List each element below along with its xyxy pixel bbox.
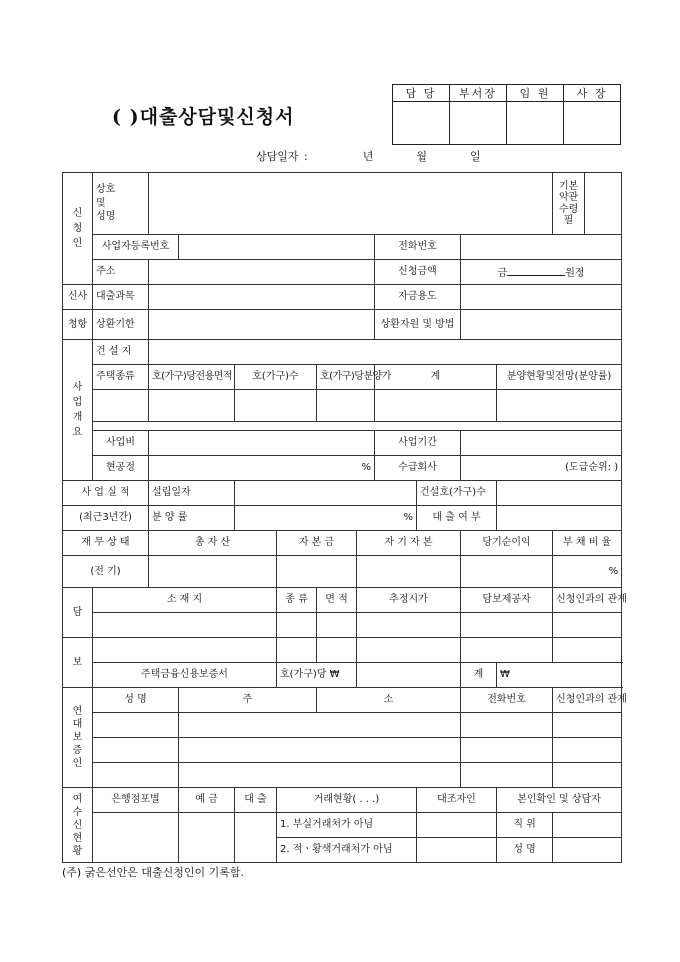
amount-label: 신청금액 — [375, 260, 461, 285]
guarantee-total-field[interactable]: ₩ — [497, 663, 622, 688]
built-units-label: 건설호(가구)수 — [417, 481, 497, 506]
guarantor-phone-field-2[interactable] — [461, 738, 553, 763]
loan-subject-field[interactable] — [149, 285, 375, 310]
collateral-relation-label: 신청인과의 관계 — [553, 588, 622, 613]
credit-item-2-check[interactable] — [417, 838, 497, 863]
sale-status-field[interactable] — [497, 390, 622, 422]
approval-sign-president[interactable] — [564, 102, 621, 145]
loan-status-field[interactable] — [497, 506, 622, 531]
collateral-value-label: 추정시가 — [357, 588, 461, 613]
project-cost-label: 사업비 — [93, 431, 149, 456]
amount-field[interactable]: 금 원정 — [461, 260, 622, 285]
price-per-unit-field[interactable] — [317, 390, 375, 422]
net-income-field[interactable] — [461, 556, 553, 588]
fund-use-label: 자금용도 — [375, 285, 461, 310]
guarantor-name-label: 성 명 — [93, 688, 179, 713]
collateral-location-label: 소 재 지 — [93, 588, 277, 613]
project-spacer — [93, 422, 622, 431]
collateral-area-field-2[interactable] — [317, 638, 357, 663]
debt-ratio-label: 부 채 비 율 — [553, 531, 622, 556]
position-field[interactable] — [553, 813, 622, 838]
guarantor-relation-label: 신청인과의 관계 — [553, 688, 622, 713]
guarantor-relation-field-2[interactable] — [553, 738, 622, 763]
section-request-bottom: 청항 — [63, 310, 93, 340]
performance-sub: (최근3년간) — [63, 506, 149, 531]
founded-field[interactable] — [235, 481, 417, 506]
name-label: 상호 및 성명 — [93, 173, 149, 235]
branch-label: 은행점포별 — [93, 788, 179, 813]
guarantor-relation-field-3[interactable] — [553, 763, 622, 788]
collateral-type-field-2[interactable] — [277, 638, 317, 663]
repay-source-field[interactable] — [461, 310, 622, 340]
terms-label: 기본약관 수령필 — [553, 173, 585, 235]
credit-item-1-check[interactable] — [417, 813, 497, 838]
consult-date — [256, 148, 481, 164]
collateral-type-label: 종 류 — [277, 588, 317, 613]
guarantor-address-label-2: 소 — [317, 688, 461, 713]
credit-item-1: 1. 부실거래처가 아님 — [277, 813, 417, 838]
guarantor-name-field-2[interactable] — [93, 738, 179, 763]
finance-section: 재 무 상 태 — [63, 531, 149, 556]
area-per-unit-label: 호(가구)당전용면적 — [149, 365, 235, 390]
project-period-field[interactable] — [461, 431, 622, 456]
guarantee-label: 주택금융신용보증서 — [93, 663, 277, 688]
built-units-field[interactable] — [497, 481, 622, 506]
collateral-provider-label: 담보제공자 — [461, 588, 553, 613]
performance-section: 사 업 실 적 — [63, 481, 149, 506]
site-field[interactable] — [149, 340, 622, 365]
section-request-top: 신사 — [63, 285, 93, 310]
loan-subject-label: 대출과목 — [93, 285, 149, 310]
loan-status-label: 대 출 여 부 — [417, 506, 497, 531]
units-label: 호(가구)수 — [235, 365, 317, 390]
collateral-value-field-2[interactable] — [357, 638, 461, 663]
biz-reg-field[interactable] — [179, 235, 375, 260]
project-total-field[interactable] — [375, 390, 497, 422]
per-unit-label: 호(가구)당 ₩ — [277, 663, 357, 688]
address-field[interactable] — [149, 260, 375, 285]
loan-field[interactable] — [235, 813, 277, 863]
guarantor-address-field-2[interactable] — [179, 738, 461, 763]
repay-period-label: 상환기한 — [93, 310, 149, 340]
position-label: 직 위 — [497, 813, 553, 838]
guarantor-address-field[interactable] — [179, 713, 461, 738]
repay-period-field[interactable] — [149, 310, 375, 340]
consult-date-year: 년 — [362, 150, 374, 163]
deposit-label: 예 금 — [179, 788, 235, 813]
net-income-label: 당기순이익 — [461, 531, 553, 556]
section-guarantor: 연대보증인 — [63, 688, 93, 788]
sale-status-label: 분양현황및전망(분양률) — [497, 365, 622, 390]
area-per-unit-field[interactable] — [149, 390, 235, 422]
section-credit: 여수신현황 — [63, 788, 93, 863]
consult-date-month: 월 — [416, 150, 427, 163]
biz-reg-label: 사업자등록번호 — [93, 235, 179, 260]
repay-source-label: 상환자원 및 방법 — [375, 310, 461, 340]
equity-label: 자 기 자 본 — [357, 531, 461, 556]
deposit-field[interactable] — [179, 813, 235, 863]
collateral-location-field[interactable] — [93, 613, 277, 638]
approval-header-dept-head: 부서장 — [450, 85, 507, 102]
section-collateral-bottom: 보 — [63, 638, 93, 688]
approval-header-executive: 임 원 — [507, 85, 564, 102]
phone-label: 전화번호 — [375, 235, 461, 260]
guarantor-relation-field[interactable] — [553, 713, 622, 738]
collateral-area-field[interactable] — [317, 613, 357, 638]
collateral-relation-field-2[interactable] — [553, 638, 622, 663]
guarantor-phone-field[interactable] — [461, 713, 553, 738]
name-field[interactable] — [149, 173, 553, 235]
project-cost-field[interactable] — [149, 431, 375, 456]
transaction-label: 거래현황( . . .) — [277, 788, 417, 813]
total-assets-field[interactable] — [149, 556, 277, 588]
branch-field[interactable] — [93, 813, 179, 863]
guarantor-phone-field-3[interactable] — [461, 763, 553, 788]
debt-ratio-field[interactable]: % — [553, 556, 622, 588]
housing-type-label: 주택종류 — [93, 365, 149, 390]
housing-type-field[interactable] — [93, 390, 149, 422]
credit-item-2: 2. 적ㆍ황색거래처가 아님 — [277, 838, 417, 863]
founded-label: 설립일자 — [149, 481, 235, 506]
fund-use-field[interactable] — [461, 285, 622, 310]
won-icon: ₩ — [329, 669, 340, 681]
approval-sign-dept-head[interactable] — [450, 102, 507, 145]
sale-rate-label: 분 양 률 — [149, 506, 235, 531]
contractor-grade[interactable]: (도급순위: ) — [461, 456, 622, 481]
per-unit-field[interactable] — [357, 663, 461, 688]
approval-box — [392, 84, 621, 145]
contractor-label: 수급회사 — [375, 456, 461, 481]
guarantee-total-label: 계 — [461, 663, 497, 688]
section-project: 사업개요 — [63, 340, 93, 481]
guarantor-phone-label: 전화번호 — [461, 688, 553, 713]
address-label: 주소 — [93, 260, 149, 285]
equity-field[interactable] — [357, 556, 461, 588]
collateral-area-label: 면 적 — [317, 588, 357, 613]
capital-field[interactable] — [277, 556, 357, 588]
consult-date-day: 일 — [470, 150, 481, 163]
consult-date-label: 상담일자 : — [256, 150, 308, 163]
guarantor-address-field-3[interactable] — [179, 763, 461, 788]
progress-label: 현공정 — [93, 456, 149, 481]
approval-sign-staff[interactable] — [393, 102, 450, 145]
verifier-label: 본인확인 및 상담자 — [497, 788, 622, 813]
collateral-location-field-2[interactable] — [93, 638, 277, 663]
guarantor-name-field[interactable] — [93, 713, 179, 738]
approval-sign-executive[interactable] — [507, 102, 564, 145]
collateral-value-field[interactable] — [357, 613, 461, 638]
phone-field[interactable] — [461, 235, 622, 260]
section-applicant: 신청인 — [63, 173, 93, 285]
total-assets-label: 총 자 산 — [149, 531, 277, 556]
project-period-label: 사업기간 — [375, 431, 461, 456]
price-per-unit-label: 호(가구)당분양가 — [317, 365, 375, 390]
collateral-provider-field[interactable] — [461, 613, 553, 638]
guarantor-address-label-1: 주 — [179, 688, 317, 713]
collateral-type-field[interactable] — [277, 613, 317, 638]
site-label: 건 설 지 — [93, 340, 149, 365]
project-total-label: 계 — [375, 365, 497, 390]
approval-header-staff: 담 당 — [393, 85, 450, 102]
application-table — [62, 172, 627, 863]
progress-field[interactable]: % — [149, 456, 375, 481]
approval-header-president: 사 장 — [564, 85, 621, 102]
loan-label: 대 출 — [235, 788, 277, 813]
units-field[interactable] — [235, 390, 317, 422]
checker-label: 대조자인 — [417, 788, 497, 813]
collateral-relation-field[interactable] — [553, 613, 622, 638]
footnote: (주) 굵은선안은 대출신청인이 기록함. — [62, 866, 244, 879]
terms-field[interactable] — [585, 173, 622, 235]
collateral-provider-field-2[interactable] — [461, 638, 553, 663]
capital-label: 자 본 금 — [277, 531, 357, 556]
consultant-name-field[interactable] — [553, 838, 622, 863]
guarantor-name-field-3[interactable] — [93, 763, 179, 788]
sale-rate-field[interactable]: % — [235, 506, 417, 531]
consultant-name-label: 성 명 — [497, 838, 553, 863]
finance-sub: (전 기) — [63, 556, 149, 588]
form-title: ( )대출상담및신청서 — [112, 106, 295, 128]
section-collateral-top: 담 — [63, 588, 93, 638]
